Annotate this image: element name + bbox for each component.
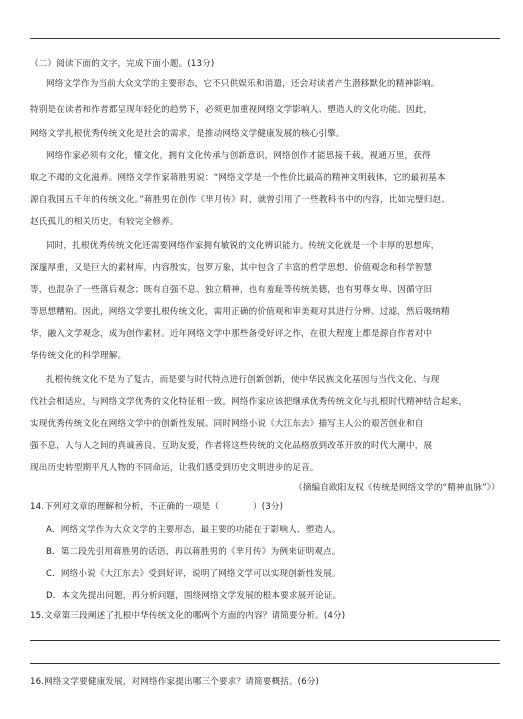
question-14-option-b: B．第二段先引用蒋胜男的话语，再以蒋胜男的《芈月传》为例来证明观点。	[46, 547, 341, 557]
passage-line: 网络作家必须有文化，懂文化，拥有文化传承与创新意识，网络创作才能思接千载，视通万里，获得	[46, 151, 431, 161]
passage-line: 深邃厚重，又是巨大的素材库，内容殷实，包罗万象，其中包含了丰富的哲学思想、价值观念和科学智慧	[30, 263, 433, 273]
passage-line: 扎根传统文化不是为了复古，而是要与时代特点进行创新创新，使中华民族文化基因与当代文化、与现	[46, 375, 440, 385]
passage-line: 代社会相适应，与网络文学优秀的文化特征相一致。网络作家应该把继承优秀传统文化与扎根时代精神结合起来，	[30, 397, 468, 407]
passage-line: 特别是在读者和作者都呈现年轻化的趋势下，必须更加重视网络文学影响人、塑造人的文化功能。因此，	[30, 105, 433, 115]
section-heading: （二）阅读下面的文字，完成下面小题。(13分)	[30, 59, 215, 69]
question-15: 15.文章第三段阐述了扎根中华传统文化的哪两个方面的内容？请简要分析。(4分)	[30, 611, 346, 621]
passage-line: 网络文学扎根优秀传统文化是社会的需求，是推动网络文学健康发展的核心引擎。	[30, 129, 345, 139]
question-14-stem-before: 14.下列对文章的理解和分析，不正确的一项是（	[30, 502, 219, 512]
passage-line: 网络文学作为当前大众文学的主要形态，它不只供娱乐和消遣，还会对读者产生潜移默化的精神影响。	[46, 79, 440, 89]
passage-line: 等，也混杂了一些落后观念；既有自强不息、独立精神，也有羞耻等传统美德，也有男尊女卑、因循守旧	[30, 285, 433, 295]
question-14-stem-after: ）(3分)	[253, 502, 284, 512]
passage-line: 取之不竭的文化滋养。网络文学作家蒋胜男说：“网络文学是一个性价比最高的精神文明载体，它的最初基本	[30, 173, 446, 183]
question-14-option-d: D．本文先提出问题，再分析问题，围绕网络文学发展的根本要求展开论证。	[46, 591, 342, 601]
passage-line: 现出历史转型期平凡人物的不同命运，让我们感受到历史文明进步的足音。	[30, 463, 319, 473]
passage-line: 等思想糟粕。因此，网络文学要扎根传统文化，需用正确的价值观和审美观对其进行分辨、过滤，然后吸纳精	[30, 307, 450, 317]
question-14-option-a: A．网络文学作为大众文学的主要形态，最主要的功能在于影响人、塑造人。	[46, 525, 341, 535]
question-16: 16.网络文学要健康发展，对网络作家提出哪三个要求？请简要概括。(6分)	[30, 677, 320, 687]
top-rule	[30, 38, 500, 39]
passage-source: （摘编自欧阳友权《传统是网络文学的“精神血脉”》）	[293, 483, 500, 493]
passage-line: 实现优秀传统文化在网络文学中的创新性发展。同时网络小说《大江东去》描写主人公的艰苦创业和自	[30, 419, 424, 429]
passage-line: 强不息，人与人之间的真诚善良、互助友爱，作者将这些传统的文化品格放到改革开放的时代大潮中，展	[30, 441, 433, 451]
question-14-stem	[30, 501, 500, 513]
passage-line: 华，融入文学观念，成为创作素材。近年网络文学中那些备受好评之作，在很大程度上都是源自作者对中	[30, 329, 433, 339]
answer-line[interactable]	[30, 640, 500, 641]
passage-line: 华传统文化的科学理解。	[30, 351, 127, 361]
answer-line[interactable]	[30, 663, 500, 664]
passage-line: 同时，扎根优秀传统文化还需要网络作家拥有敏锐的文化辨识能力。传统文化就是一个丰厚的思想库，	[46, 241, 440, 251]
question-14-option-c: C．网络小说《大江东去》受到好评，说明了网络文学可以实现创新性发展。	[46, 569, 341, 579]
passage-line: 赵氏孤儿的相关历史，有较完全修养。	[30, 217, 179, 227]
passage-line: 源自我国五千年的传统文化。”蒋胜男在创作《芈月传》时，就曾引用了一些教科书中的内容，比如完璧归赵、	[30, 195, 451, 205]
